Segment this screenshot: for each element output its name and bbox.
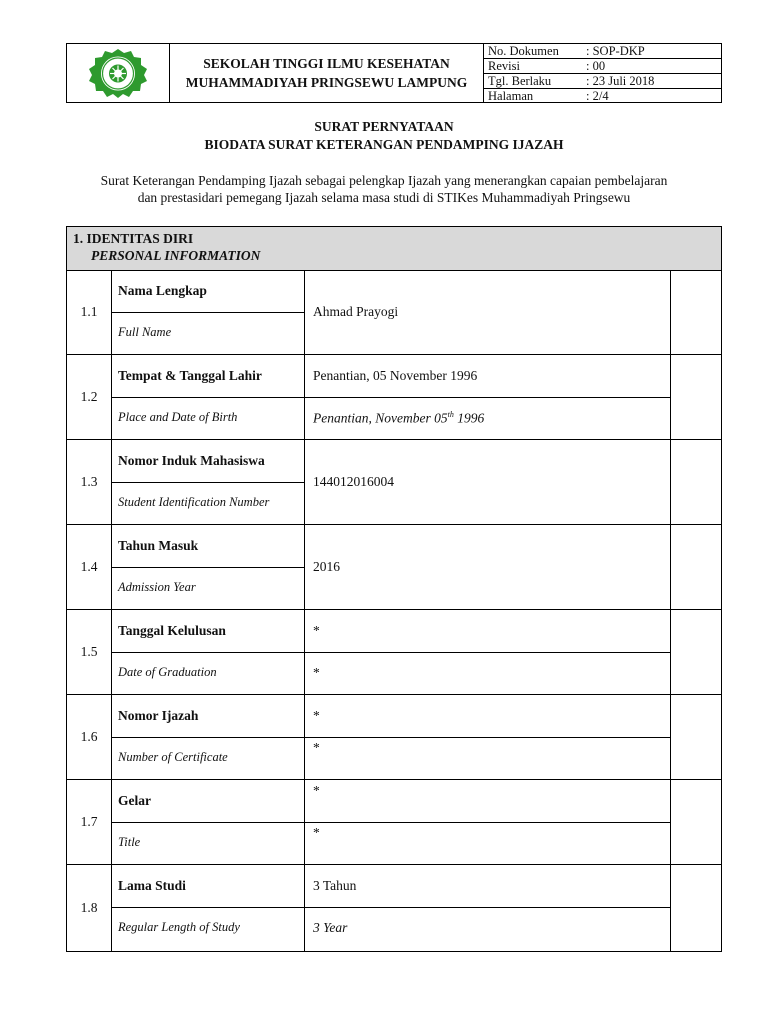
table-row xyxy=(67,865,721,951)
meta-value: : 00 xyxy=(586,59,606,73)
row-extra-cell xyxy=(671,780,721,864)
row-extra-cell xyxy=(671,865,721,951)
row-extra-cell xyxy=(671,525,721,609)
meta-row-effective-date xyxy=(484,74,721,89)
row-label xyxy=(112,695,305,779)
row-value xyxy=(305,695,671,779)
label-indonesian: Tahun Masuk xyxy=(118,538,199,553)
document-header xyxy=(66,43,722,103)
row-extra-cell xyxy=(671,355,721,439)
row-extra-cell xyxy=(671,270,721,354)
row-number: 1.6 xyxy=(67,695,112,779)
table-row xyxy=(67,525,721,610)
label-english: Number of Certificate xyxy=(118,750,228,764)
label-indonesian: Gelar xyxy=(118,793,151,808)
value-text: 144012016004 xyxy=(313,474,394,489)
label-indonesian: Nomor Induk Mahasiswa xyxy=(118,453,265,468)
label-english: Place and Date of Birth xyxy=(118,410,238,424)
row-number: 1.4 xyxy=(67,525,112,609)
row-number: 1.3 xyxy=(67,440,112,524)
label-indonesian: Lama Studi xyxy=(118,878,186,893)
row-number: 1.8 xyxy=(67,865,112,951)
value-text: 2016 xyxy=(313,559,340,574)
row-label xyxy=(112,270,305,354)
row-label xyxy=(112,780,305,864)
label-english: Regular Length of Study xyxy=(118,920,240,934)
row-value xyxy=(305,355,671,439)
value-indonesian: * xyxy=(313,783,320,798)
label-indonesian: Tanggal Kelulusan xyxy=(118,623,226,638)
label-english: Title xyxy=(118,835,141,849)
row-value xyxy=(305,270,671,354)
value-english: Penantian, November 05th 1996 xyxy=(313,410,485,426)
label-english: Full Name xyxy=(118,325,172,339)
label-english: Admission Year xyxy=(118,580,196,594)
section-header xyxy=(67,227,721,271)
label-indonesian: Nama Lengkap xyxy=(118,283,207,298)
document-meta xyxy=(484,44,721,102)
section-title: 1. IDENTITAS DIRI xyxy=(73,231,194,246)
row-value xyxy=(305,440,671,524)
table-row xyxy=(67,440,721,525)
table-row xyxy=(67,610,721,695)
meta-row-document-number xyxy=(484,44,721,59)
value-indonesian: * xyxy=(313,708,320,723)
row-number: 1.5 xyxy=(67,610,112,694)
row-label xyxy=(112,440,305,524)
meta-key: Halaman xyxy=(488,89,534,103)
row-number: 1.2 xyxy=(67,355,112,439)
row-label xyxy=(112,865,305,951)
value-english: 3 Year xyxy=(313,920,348,935)
document-subtitle: BIODATA SURAT KETERANGAN PENDAMPING IJAZAH xyxy=(204,137,564,152)
institution-name-line2: MUHAMMADIYAH PRINGSEWU LAMPUNG xyxy=(185,75,468,90)
label-english: Date of Graduation xyxy=(118,665,217,679)
biodata-table xyxy=(66,226,722,952)
meta-key: Tgl. Berlaku xyxy=(488,74,552,88)
row-value xyxy=(305,610,671,694)
label-english: Student Identification Number xyxy=(118,495,270,509)
value-indonesian: 3 Tahun xyxy=(313,878,357,893)
intro-text-line1: Surat Keterangan Pendamping Ijazah sebagai pelengkap Ijazah yang menerangkan capaian pembelajaran xyxy=(100,173,668,188)
label-indonesian: Nomor Ijazah xyxy=(118,708,199,723)
meta-value: : 23 Juli 2018 xyxy=(586,74,655,88)
institution-logo-icon xyxy=(85,47,151,99)
row-label xyxy=(112,525,305,609)
value-english: * xyxy=(313,740,320,755)
value-text: Ahmad Prayogi xyxy=(313,304,399,319)
row-label xyxy=(112,610,305,694)
value-indonesian: Penantian, 05 November 1996 xyxy=(313,368,478,383)
document-title: SURAT PERNYATAAN xyxy=(314,119,454,134)
institution-name xyxy=(170,44,484,102)
section-subtitle: PERSONAL INFORMATION xyxy=(91,248,261,263)
row-extra-cell xyxy=(671,695,721,779)
row-value xyxy=(305,865,671,951)
row-label xyxy=(112,355,305,439)
table-row xyxy=(67,270,721,355)
intro-text-line2: dan prestasidari pemegang Ijazah selama masa studi di STIKes Muhammadiyah Pringsewu xyxy=(137,190,631,205)
meta-key: No. Dokumen xyxy=(488,44,559,58)
value-indonesian: * xyxy=(313,623,320,638)
meta-value: : 2/4 xyxy=(586,89,609,103)
logo-cell xyxy=(67,44,170,102)
row-extra-cell xyxy=(671,610,721,694)
label-indonesian: Tempat & Tanggal Lahir xyxy=(118,368,262,383)
meta-value: : SOP-DKP xyxy=(586,44,645,58)
value-english: * xyxy=(313,665,320,680)
meta-row-page xyxy=(484,89,721,103)
row-value xyxy=(305,780,671,864)
row-value xyxy=(305,525,671,609)
row-extra-cell xyxy=(671,440,721,524)
table-row xyxy=(67,780,721,865)
institution-name-line1: SEKOLAH TINGGI ILMU KESEHATAN xyxy=(203,56,450,71)
row-number: 1.7 xyxy=(67,780,112,864)
table-row xyxy=(67,695,721,780)
meta-row-revision xyxy=(484,59,721,74)
row-number: 1.1 xyxy=(67,270,112,354)
value-english: * xyxy=(313,825,320,840)
meta-key: Revisi xyxy=(488,59,520,73)
table-row xyxy=(67,355,721,440)
